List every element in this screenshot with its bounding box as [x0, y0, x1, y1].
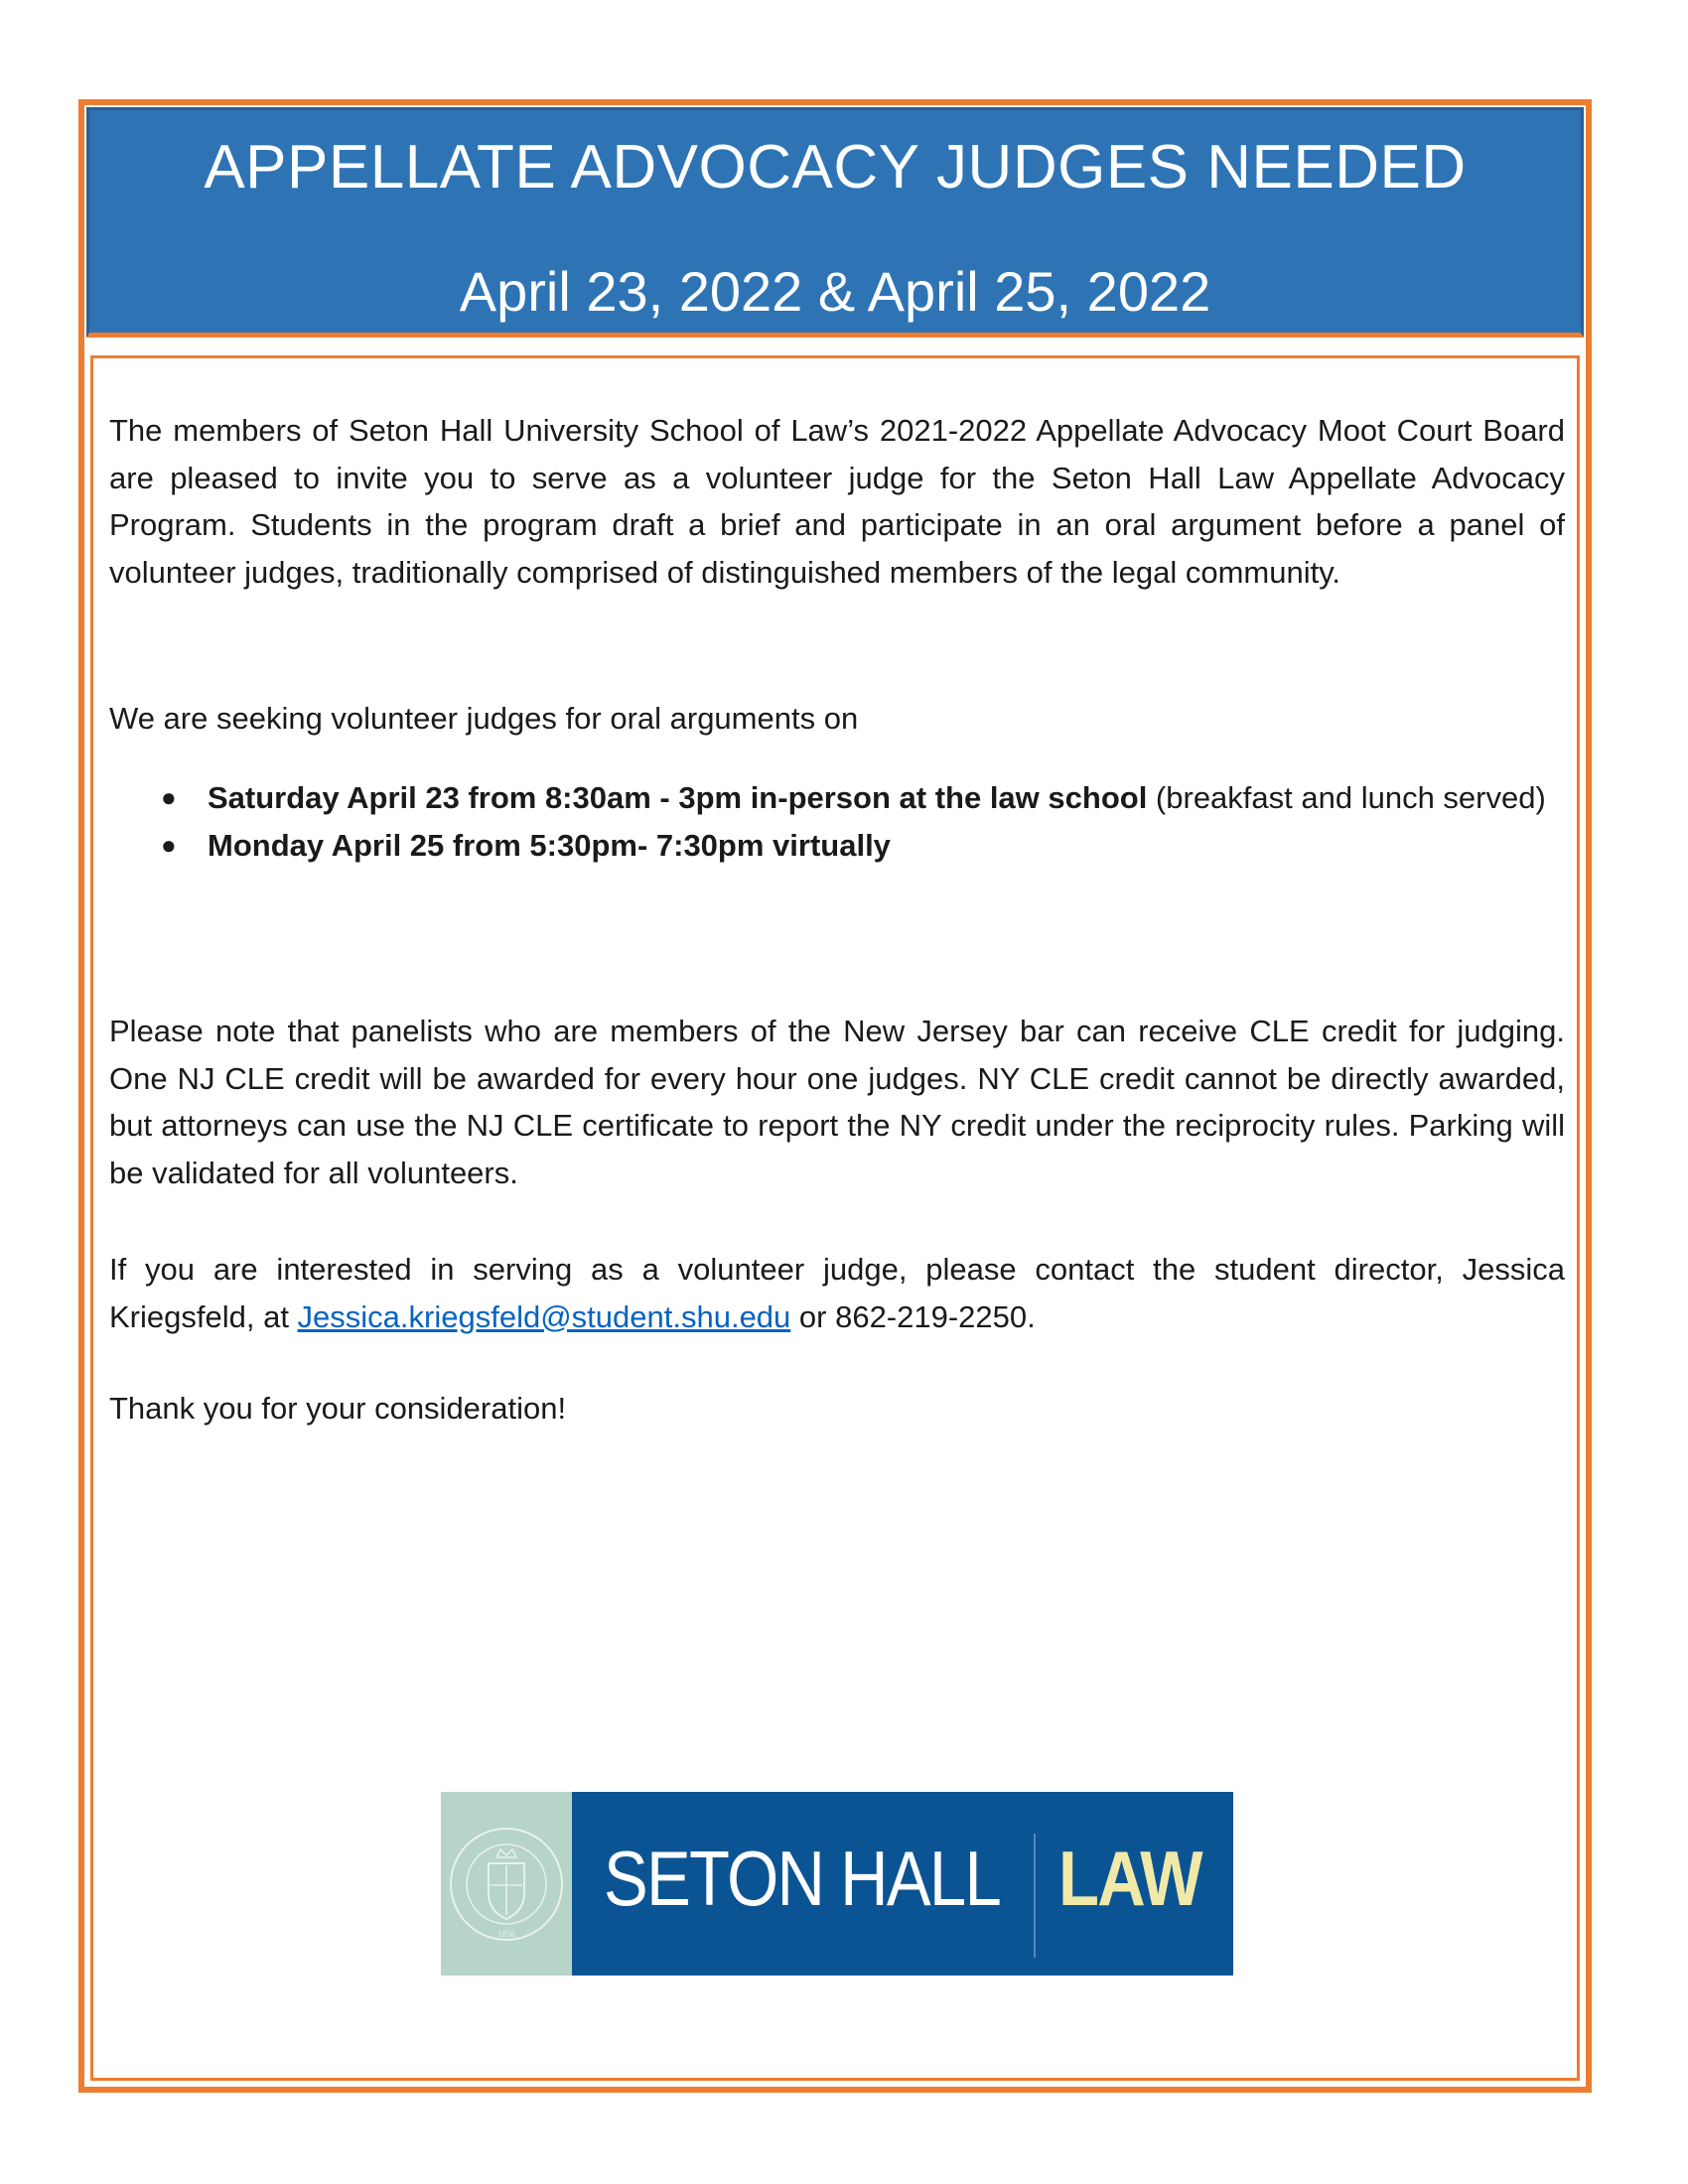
bullet-icon: ●: [161, 829, 177, 860]
seal-panel: [441, 1792, 572, 1976]
page-title: APPELLATE ADVOCACY JUDGES NEEDED: [204, 133, 1467, 202]
bullet-icon: ●: [161, 782, 177, 812]
event-dates: April 23, 2022 & April 25, 2022: [459, 260, 1211, 323]
contact-paragraph: [109, 1246, 1565, 1340]
seton-hall-law-logo: [441, 1792, 1233, 1976]
session-list: [109, 774, 1565, 869]
logo-name: SETON HALL: [604, 1835, 1001, 1922]
svg-text:1856: 1856: [497, 1929, 515, 1939]
list-item: [109, 774, 1565, 822]
university-seal-icon: [449, 1820, 564, 1949]
header-banner: [86, 107, 1584, 338]
phone-text: or 862-219-2250.: [790, 1298, 1036, 1334]
logo-law: LAW: [1058, 1835, 1201, 1922]
intro-paragraph: The members of Seton Hall University School of Law’s 2021-2022 Appellate Advocacy Moot Court Board are pleased to invite you to serve as a volunteer judge for the Seton Hall Law Appellate Advocacy Program. Students in the program draft a brief and participate in an oral argument before a panel of volunteer judges, traditionally comprised of distinguished members of the legal community.: [109, 413, 1565, 590]
seeking-paragraph: We are seeking volunteer judges for oral arguments on: [109, 701, 859, 736]
contact-text: If you are interested in serving as a volunteer judge, please contact the student director, Jessica Kriegsfeld, at: [109, 1252, 1565, 1334]
name-panel: [572, 1792, 1233, 1976]
session-time: Monday April 25 from 5:30pm- 7:30pm virtually: [208, 827, 891, 863]
email-link[interactable]: Jessica.kriegsfeld@student.shu.edu: [297, 1298, 791, 1334]
session-time: Saturday April 23 from 8:30am - 3pm in-person at the law school: [208, 780, 1148, 815]
logo-divider: [1034, 1834, 1036, 1958]
session-note: (breakfast and lunch served): [1147, 780, 1546, 815]
cle-paragraph: Please note that panelists who are members of the New Jersey bar can receive CLE credit for judging. One NJ CLE credit will be awarded for every hour one judges. NY CLE credit cannot be directly awarded, but attorneys can use the NJ CLE certificate to report the NY credit under the reciprocity rules. Parking will be validated for all volunteers.: [109, 1014, 1565, 1190]
list-item: [109, 822, 1565, 870]
thanks-paragraph: Thank you for your consideration!: [109, 1391, 567, 1426]
